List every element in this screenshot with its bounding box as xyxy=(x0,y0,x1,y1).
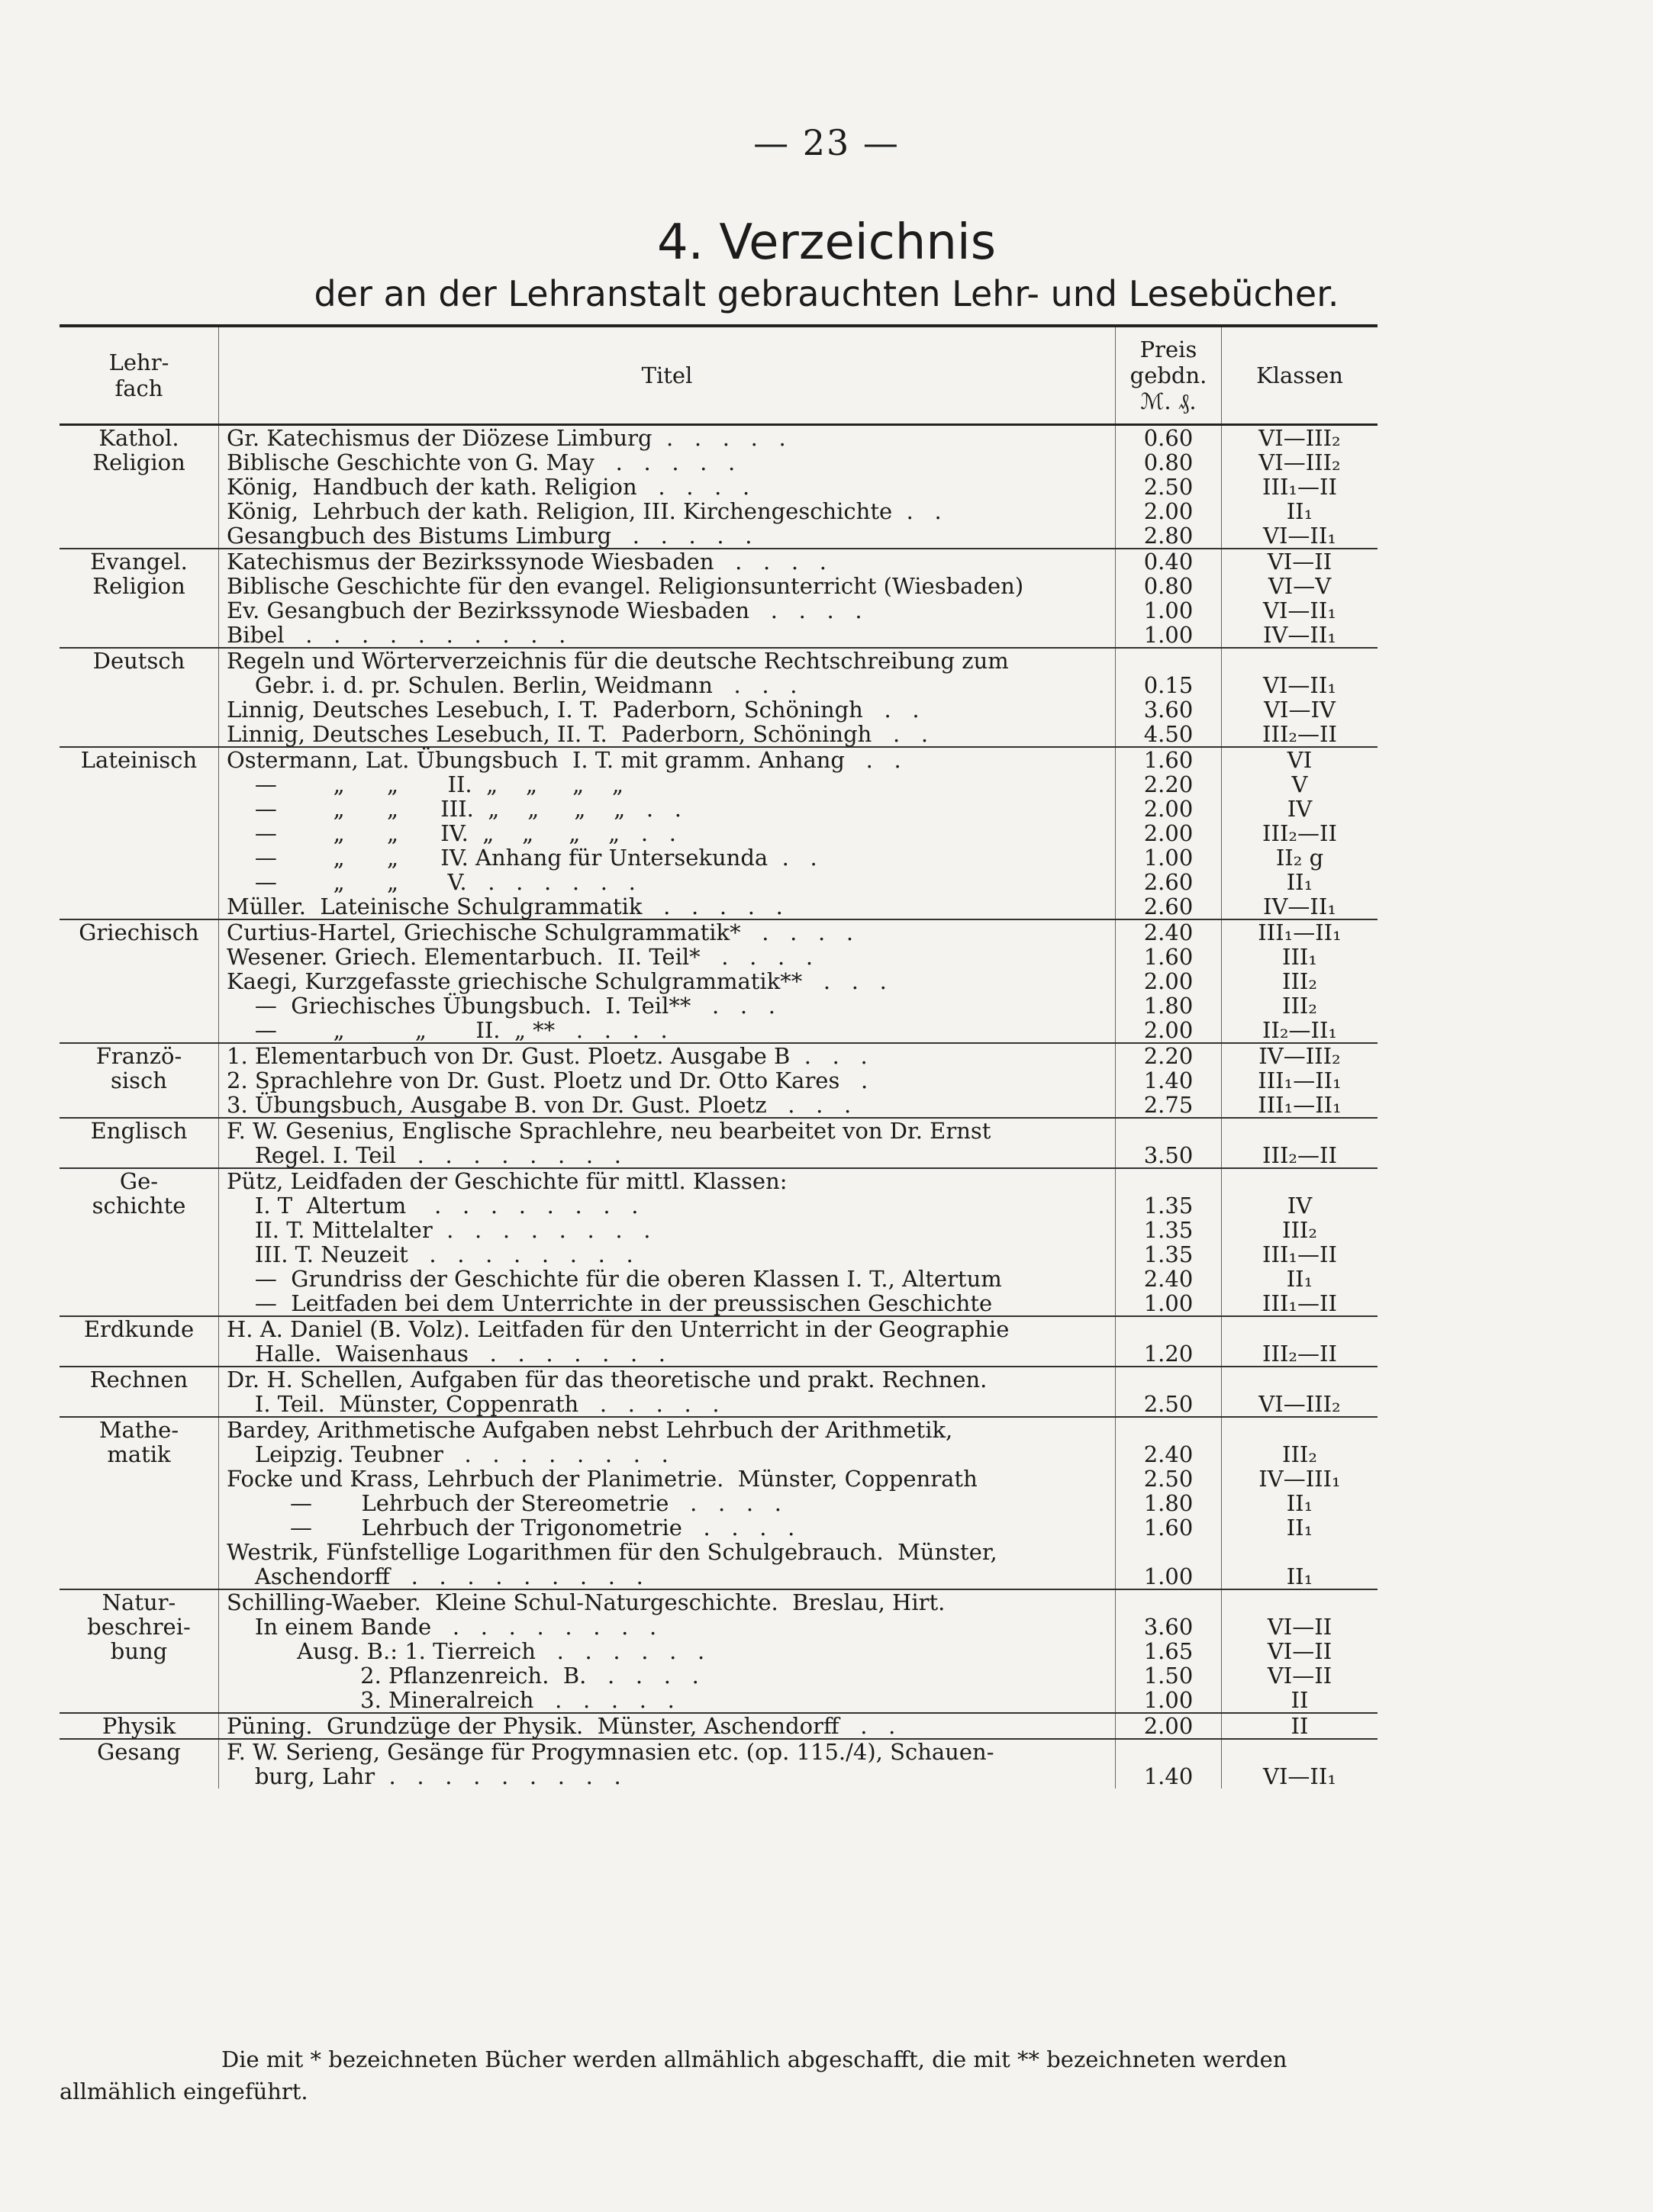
table-header xyxy=(60,326,1378,425)
subject-label: Lateinisch xyxy=(80,747,198,773)
price-cell: 0.15 xyxy=(1116,673,1222,697)
table-row xyxy=(60,499,1378,523)
table-row xyxy=(60,1093,1378,1118)
price-cell: 0.80 xyxy=(1116,450,1222,475)
book-title-cell: Halle. Waisenhaus . . . . . . . xyxy=(219,1341,1116,1367)
table-row xyxy=(60,1564,1378,1589)
book-title-cell: burg, Lahr . . . . . . . . . xyxy=(219,1764,1116,1789)
table-row xyxy=(60,1267,1378,1291)
table-row xyxy=(60,1615,1378,1639)
classes-cell xyxy=(1222,648,1378,673)
table-row xyxy=(60,1540,1378,1564)
price-cell: 2.40 xyxy=(1116,919,1222,945)
subject-label: Religion xyxy=(92,449,185,475)
classes-cell: IV—II₁ xyxy=(1263,893,1336,919)
classes-cell: IV xyxy=(1287,1193,1313,1219)
book-title-cell: III. T. Neuzeit . . . . . . . . xyxy=(219,1242,1116,1267)
subject-label: matik xyxy=(107,1441,171,1467)
book-title-cell: Leipzig. Teubner . . . . . . . . xyxy=(219,1442,1116,1467)
price-cell: 2.20 xyxy=(1116,772,1222,797)
classes-cell: III₁—II₁ xyxy=(1222,919,1378,945)
table-row xyxy=(60,747,1378,772)
subject-cell xyxy=(60,648,219,747)
subject-label: bung xyxy=(110,1638,168,1664)
classes-cell: VI—III₂ xyxy=(1258,449,1341,475)
subject-cell xyxy=(60,1589,219,1713)
table-row xyxy=(60,894,1378,919)
classes-cell xyxy=(1222,1540,1378,1564)
table-row xyxy=(60,1218,1378,1242)
subject-cell xyxy=(60,1367,219,1417)
table-row xyxy=(60,697,1378,722)
book-title-cell: Curtius-Hartel, Griechische Schulgrammatik* . . . . xyxy=(219,919,1116,945)
book-title-cell: In einem Bande . . . . . . . . xyxy=(219,1615,1116,1639)
book-title-cell: 2. Pflanzenreich. B. . . . . xyxy=(219,1663,1116,1688)
price-cell: 1.60 xyxy=(1116,945,1222,969)
table-row xyxy=(60,1143,1378,1168)
classes-cell: VI—IV xyxy=(1264,697,1336,723)
book-title-cell: — Leitfaden bei dem Unterrichte in der preussischen Geschichte xyxy=(219,1291,1116,1316)
classes-cell: II₁ xyxy=(1286,498,1313,524)
subject-label: Erdkunde xyxy=(83,1316,195,1342)
table-row xyxy=(60,845,1378,870)
book-title-cell: I. T Altertum . . . . . . . . xyxy=(219,1193,1116,1218)
price-cell: 1.80 xyxy=(1116,993,1222,1018)
classes-cell: II₂—II₁ xyxy=(1262,1017,1338,1043)
book-title-cell: — „ „ IV. „ „ „ „ . . xyxy=(219,821,1116,845)
book-list-table-wrapper xyxy=(60,324,1375,1789)
classes-cell: II₂ g xyxy=(1275,845,1324,871)
table-row xyxy=(60,1739,1378,1764)
classes-cell: III₁ xyxy=(1282,944,1317,970)
price-cell: 4.50 xyxy=(1116,722,1222,747)
classes-cell: IV xyxy=(1287,796,1313,822)
price-cell xyxy=(1116,1316,1222,1341)
book-title-cell: Regel. I. Teil . . . . . . . . xyxy=(219,1143,1116,1168)
subject-cell xyxy=(60,1739,219,1789)
table-row xyxy=(60,1392,1378,1417)
book-list-table xyxy=(60,324,1378,1789)
classes-cell: III₂ xyxy=(1282,968,1317,994)
subject-label: Franzö- xyxy=(95,1043,182,1069)
price-cell: 1.60 xyxy=(1116,747,1222,772)
book-title-cell: Linnig, Deutsches Lesebuch, I. T. Paderborn, Schöningh . . xyxy=(219,697,1116,722)
classes-cell: VI—II xyxy=(1267,1663,1332,1689)
price-cell: 3.60 xyxy=(1116,1615,1222,1639)
book-title-cell: — Griechisches Übungsbuch. I. Teil** . . . xyxy=(219,993,1116,1018)
classes-cell: III₂ xyxy=(1282,1441,1317,1467)
table-row xyxy=(60,772,1378,797)
table-row xyxy=(60,1764,1378,1789)
table-body xyxy=(60,425,1378,1789)
classes-cell: III₂—II xyxy=(1262,1142,1337,1168)
price-cell: 1.35 xyxy=(1116,1193,1222,1218)
book-title-cell: F. W. Serieng, Gesänge für Progymnasien etc. (op. 115./4), Schauen- xyxy=(219,1739,1116,1764)
page-number: — 23 — xyxy=(753,122,900,163)
book-title-cell: Ostermann, Lat. Übungsbuch I. T. mit gramm. Anhang . . xyxy=(219,747,1116,772)
classes-cell xyxy=(1222,1118,1378,1143)
table-row xyxy=(60,969,1378,993)
subject-label: sisch xyxy=(111,1067,167,1093)
price-cell: 2.00 xyxy=(1116,797,1222,821)
classes-cell: VI—II₁ xyxy=(1263,1763,1336,1789)
book-title-cell: 1. Elementarbuch von Dr. Gust. Ploetz. Ausgabe B . . . xyxy=(219,1043,1116,1068)
price-cell: 2.00 xyxy=(1116,499,1222,523)
table-row xyxy=(60,475,1378,499)
table-row xyxy=(60,1589,1378,1615)
subject-label: Deutsch xyxy=(92,648,185,674)
table-row xyxy=(60,1515,1378,1540)
classes-cell: VI—II₁ xyxy=(1263,597,1336,623)
book-title-cell: Kaegi, Kurzgefasste griechische Schulgrammatik** . . . xyxy=(219,969,1116,993)
book-title-cell: — Grundriss der Geschichte für die oberen Klassen I. T., Altertum xyxy=(219,1267,1116,1291)
book-title-cell: Katechismus der Bezirkssynode Wiesbaden . . . . xyxy=(219,549,1116,574)
book-title-cell: Gr. Katechismus der Diözese Limburg . . . . . xyxy=(219,425,1116,451)
classes-cell: VI—II₁ xyxy=(1263,672,1336,698)
book-title-cell: Bibel . . . . . . . . . . xyxy=(219,623,1116,648)
table-row xyxy=(60,1018,1378,1043)
book-title-cell: Ausg. B.: 1. Tierreich . . . . . . xyxy=(219,1639,1116,1663)
classes-cell: VI—II₁ xyxy=(1263,523,1336,549)
page-subtitle: der an der Lehranstalt gebrauchten Lehr- und Lesebücher. xyxy=(314,273,1339,314)
subject-cell xyxy=(60,1168,219,1316)
book-title-cell: Gebr. i. d. pr. Schulen. Berlin, Weidmann . . . xyxy=(219,673,1116,697)
classes-cell: VI—II xyxy=(1267,1614,1332,1640)
price-cell: 1.00 xyxy=(1116,1564,1222,1589)
book-title-cell: Biblische Geschichte für den evangel. Religionsunterricht (Wiesbaden) xyxy=(219,574,1116,598)
classes-cell: III₂—II xyxy=(1262,1341,1337,1367)
price-cell: 2.60 xyxy=(1116,870,1222,894)
classes-cell: III₁—II₁ xyxy=(1258,1067,1342,1093)
classes-cell: III₂ xyxy=(1282,993,1317,1019)
book-title-cell: Bardey, Arithmetische Aufgaben nebst Lehrbuch der Arithmetik, xyxy=(219,1417,1116,1442)
classes-cell: VI—III₂ xyxy=(1258,1391,1341,1417)
price-cell: 1.40 xyxy=(1116,1764,1222,1789)
book-title-cell: — „ „ V. . . . . . . xyxy=(219,870,1116,894)
table-row xyxy=(60,1168,1378,1193)
table-row xyxy=(60,1442,1378,1467)
book-title-cell: König, Lehrbuch der kath. Religion, III. Kirchengeschichte . . xyxy=(219,499,1116,523)
table-row xyxy=(60,1467,1378,1491)
subject-label: Evangel. xyxy=(90,549,188,575)
book-title-cell: — Lehrbuch der Trigonometrie . . . . xyxy=(219,1515,1116,1540)
table-row xyxy=(60,821,1378,845)
price-cell: 1.80 xyxy=(1116,1491,1222,1515)
page-title: 4. Verzeichnis xyxy=(656,214,997,271)
price-cell: 2.40 xyxy=(1116,1267,1222,1291)
price-cell: 1.00 xyxy=(1116,623,1222,648)
header-title: Titel xyxy=(219,326,1116,425)
subject-label: Mathe- xyxy=(98,1417,179,1443)
book-title-cell: H. A. Daniel (B. Volz). Leitfaden für den Unterricht in der Geographie xyxy=(219,1316,1116,1341)
book-title-cell: Westrik, Fünfstellige Logarithmen für den Schulgebrauch. Münster, xyxy=(219,1540,1116,1564)
table-row xyxy=(60,797,1378,821)
classes-cell: VI—V xyxy=(1268,573,1332,599)
book-title-cell: König, Handbuch der kath. Religion . . . . xyxy=(219,475,1116,499)
subject-label: schichte xyxy=(92,1193,186,1219)
price-cell: 1.00 xyxy=(1116,598,1222,623)
table-row xyxy=(60,623,1378,648)
price-cell: 2.50 xyxy=(1116,1392,1222,1417)
header-line: Preis xyxy=(1139,336,1197,362)
table-row xyxy=(60,945,1378,969)
classes-cell xyxy=(1222,1168,1378,1193)
price-cell: 2.60 xyxy=(1116,894,1222,919)
book-title-cell: II. T. Mittelalter . . . . . . . . xyxy=(219,1218,1116,1242)
table-row xyxy=(60,1663,1378,1688)
table-row xyxy=(60,1367,1378,1392)
header-classes: Klassen xyxy=(1222,326,1378,425)
book-title-cell: Gesangbuch des Bistums Limburg . . . . . xyxy=(219,523,1116,549)
classes-cell: IV—III₁ xyxy=(1258,1466,1341,1492)
subject-cell xyxy=(60,919,219,1043)
table-row xyxy=(60,1316,1378,1341)
book-title-cell: I. Teil. Münster, Coppenrath . . . . . xyxy=(219,1392,1116,1417)
table-row xyxy=(60,523,1378,549)
classes-cell: III₂—II xyxy=(1262,820,1337,846)
price-cell xyxy=(1116,1739,1222,1764)
header-line: gebdn. xyxy=(1129,362,1207,388)
price-cell: 2.50 xyxy=(1116,475,1222,499)
book-title-cell: 2. Sprachlehre von Dr. Gust. Ploetz und Dr. Otto Kares . xyxy=(219,1068,1116,1093)
subject-label: Kathol. xyxy=(98,425,179,451)
table-row xyxy=(60,1688,1378,1713)
table-row xyxy=(60,1713,1378,1739)
classes-cell xyxy=(1222,1367,1378,1392)
table-row xyxy=(60,1291,1378,1316)
book-title-cell: — „ „ II. „ „ „ „ xyxy=(219,772,1116,797)
price-cell xyxy=(1116,1118,1222,1143)
classes-cell: VI xyxy=(1222,747,1378,772)
subject-label: Rechnen xyxy=(89,1367,188,1393)
subject-label: Religion xyxy=(92,573,185,599)
price-cell xyxy=(1116,648,1222,673)
table-row xyxy=(60,425,1378,451)
subject-cell xyxy=(60,549,219,648)
book-title-cell: 3. Mineralreich . . . . . xyxy=(219,1688,1116,1713)
price-cell: 0.40 xyxy=(1116,549,1222,574)
classes-cell: II₁ xyxy=(1286,1490,1313,1516)
price-cell: 1.60 xyxy=(1116,1515,1222,1540)
classes-cell: V xyxy=(1291,771,1308,797)
subject-label: beschrei- xyxy=(87,1614,191,1640)
subject-cell xyxy=(60,1713,219,1739)
classes-cell: II₁ xyxy=(1286,1563,1313,1589)
book-title-cell: Schilling-Waeber. Kleine Schul-Naturgeschichte. Breslau, Hirt. xyxy=(219,1589,1116,1615)
classes-cell xyxy=(1222,1739,1378,1764)
table-row xyxy=(60,1193,1378,1218)
price-cell xyxy=(1116,1540,1222,1564)
book-title-cell: F. W. Gesenius, Englische Sprachlehre, neu bearbeitet von Dr. Ernst xyxy=(219,1118,1116,1143)
classes-cell: III₁—II xyxy=(1262,474,1337,500)
subject-label: Griechisch xyxy=(79,919,199,945)
subject-cell xyxy=(60,425,219,549)
table-row xyxy=(60,1639,1378,1663)
header-price xyxy=(1116,326,1222,425)
classes-cell: II₁ xyxy=(1286,1266,1313,1292)
table-row xyxy=(60,549,1378,574)
footnote: Die mit * bezeichneten Bücher werden allmählich abgeschafft, die mit ** bezeichneten werden allmählich eingeführt. xyxy=(60,2046,1287,2104)
table-row xyxy=(60,648,1378,673)
price-cell: 1.35 xyxy=(1116,1242,1222,1267)
classes-cell: III₁—II xyxy=(1262,1290,1337,1316)
table-row xyxy=(60,574,1378,598)
price-cell: 2.80 xyxy=(1116,523,1222,549)
book-title-cell: — „ „ IV. Anhang für Untersekunda . . xyxy=(219,845,1116,870)
classes-cell xyxy=(1222,1316,1378,1341)
subject-label: Ge- xyxy=(119,1168,159,1194)
book-title-cell: Linnig, Deutsches Lesebuch, II. T. Paderborn, Schöningh . . xyxy=(219,722,1116,747)
price-cell: 1.20 xyxy=(1116,1341,1222,1367)
price-cell: 1.35 xyxy=(1116,1218,1222,1242)
book-title-cell: Regeln und Wörterverzeichnis für die deutsche Rechtschreibung zum xyxy=(219,648,1116,673)
book-title-cell: Dr. H. Schellen, Aufgaben für das theoretische und prakt. Rechnen. xyxy=(219,1367,1116,1392)
classes-cell xyxy=(1222,1417,1378,1442)
price-cell: 2.20 xyxy=(1116,1043,1222,1068)
classes-cell: II xyxy=(1290,1687,1309,1713)
book-title-cell: Focke und Krass, Lehrbuch der Planimetrie. Münster, Coppenrath xyxy=(219,1467,1116,1491)
book-title-cell: — „ „ II. „ ** . . . . xyxy=(219,1018,1116,1043)
book-title-cell: 3. Übungsbuch, Ausgabe B. von Dr. Gust. Ploetz . . . xyxy=(219,1093,1116,1118)
price-cell: 2.00 xyxy=(1116,1018,1222,1043)
header-line: fach xyxy=(114,375,163,401)
classes-cell: III₁—II xyxy=(1262,1241,1337,1267)
book-title-cell: Biblische Geschichte von G. May . . . . . xyxy=(219,450,1116,475)
table-row xyxy=(60,870,1378,894)
header-line: ℳ. ₰. xyxy=(1140,388,1197,414)
price-cell: 2.75 xyxy=(1116,1093,1222,1118)
table-row xyxy=(60,919,1378,945)
price-cell: 1.00 xyxy=(1116,1688,1222,1713)
classes-cell: II xyxy=(1222,1713,1378,1739)
price-cell xyxy=(1116,1417,1222,1442)
classes-cell: II₁ xyxy=(1286,869,1313,895)
subject-cell xyxy=(60,1118,219,1168)
table-row xyxy=(60,450,1378,475)
subject-cell xyxy=(60,747,219,919)
table-row xyxy=(60,1242,1378,1267)
table-row xyxy=(60,1043,1378,1068)
table-row xyxy=(60,722,1378,747)
classes-cell: II₁ xyxy=(1286,1515,1313,1541)
book-title-cell: — Lehrbuch der Stereometrie . . . . xyxy=(219,1491,1116,1515)
subject-label: Natur- xyxy=(102,1589,176,1615)
price-cell: 2.00 xyxy=(1116,1713,1222,1739)
price-cell: 2.50 xyxy=(1116,1467,1222,1491)
classes-cell: III₁—II₁ xyxy=(1258,1092,1342,1118)
subject-cell xyxy=(60,1417,219,1589)
classes-cell xyxy=(1222,1589,1378,1615)
book-title-cell: Aschendorff . . . . . . . . . xyxy=(219,1564,1116,1589)
price-cell: 2.40 xyxy=(1116,1442,1222,1467)
subject-label: Gesang xyxy=(97,1739,181,1765)
classes-cell: III₂—II xyxy=(1262,721,1337,747)
book-title-cell: Wesener. Griech. Elementarbuch. II. Teil* . . . . xyxy=(219,945,1116,969)
price-cell xyxy=(1116,1367,1222,1392)
price-cell: 2.00 xyxy=(1116,821,1222,845)
subject-label: Physik xyxy=(102,1713,176,1739)
table-row xyxy=(60,1341,1378,1367)
header-line: Lehr- xyxy=(108,349,169,375)
classes-cell: III₂ xyxy=(1282,1217,1317,1243)
price-cell: 1.00 xyxy=(1116,1291,1222,1316)
subject-cell xyxy=(60,1043,219,1118)
table-row xyxy=(60,1068,1378,1093)
book-title-cell: Ev. Gesangbuch der Bezirkssynode Wiesbaden . . . . xyxy=(219,598,1116,623)
price-cell xyxy=(1116,1589,1222,1615)
table-row xyxy=(60,993,1378,1018)
subject-label: Englisch xyxy=(90,1118,188,1144)
price-cell: 0.80 xyxy=(1116,574,1222,598)
classes-cell: VI—II xyxy=(1222,549,1378,574)
table-row xyxy=(60,1491,1378,1515)
table-row xyxy=(60,1417,1378,1442)
book-title-cell: — „ „ III. „ „ „ „ . . xyxy=(219,797,1116,821)
price-cell: 1.40 xyxy=(1116,1068,1222,1093)
book-title-cell: Müller. Lateinische Schulgrammatik . . . . . xyxy=(219,894,1116,919)
price-cell xyxy=(1116,1168,1222,1193)
table-row xyxy=(60,673,1378,697)
price-cell: 0.60 xyxy=(1116,425,1222,451)
price-cell: 2.00 xyxy=(1116,969,1222,993)
price-cell: 3.60 xyxy=(1116,697,1222,722)
classes-cell: VI—III₂ xyxy=(1222,425,1378,451)
price-cell: 3.50 xyxy=(1116,1143,1222,1168)
header-subject xyxy=(60,326,219,425)
price-cell: 1.50 xyxy=(1116,1663,1222,1688)
price-cell: 1.00 xyxy=(1116,845,1222,870)
table-row xyxy=(60,598,1378,623)
classes-cell: VI—II xyxy=(1267,1638,1332,1664)
price-cell: 1.65 xyxy=(1116,1639,1222,1663)
table-row xyxy=(60,1118,1378,1143)
book-title-cell: Pütz, Leidfaden der Geschichte für mittl. Klassen: xyxy=(219,1168,1116,1193)
book-title-cell: Püning. Grundzüge der Physik. Münster, Aschendorff . . xyxy=(219,1713,1116,1739)
classes-cell: IV—II₁ xyxy=(1263,622,1336,648)
subject-cell xyxy=(60,1316,219,1367)
classes-cell: IV—III₂ xyxy=(1222,1043,1378,1068)
